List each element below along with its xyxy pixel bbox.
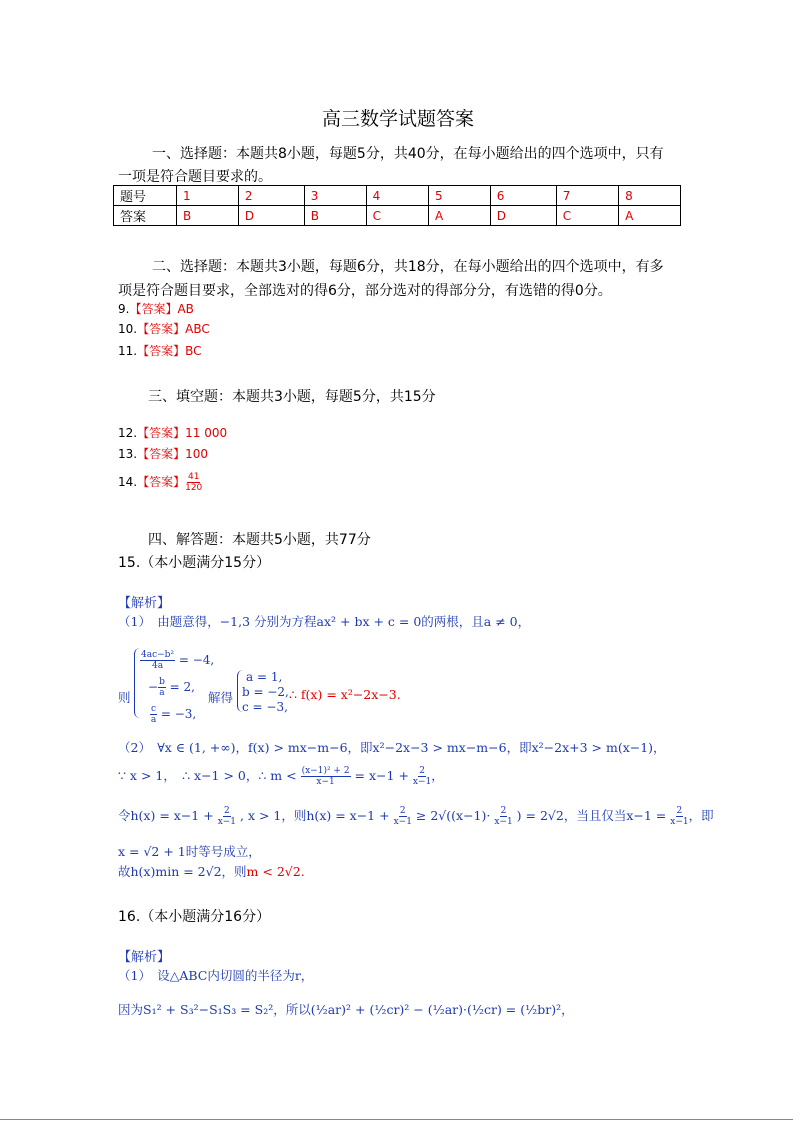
table-cell: 4 xyxy=(366,186,428,206)
list-item xyxy=(118,320,210,337)
page-bottom-divider xyxy=(0,1119,793,1120)
answer-tag: 【答案】 xyxy=(137,426,186,440)
fraction-numerator: b xyxy=(159,677,165,687)
equation-rhs: = −3, xyxy=(160,707,197,721)
answer-tag: 【答案】 xyxy=(137,344,186,358)
list-item xyxy=(118,300,194,317)
fraction-denominator: x−1 xyxy=(412,777,432,787)
fraction-denominator: x−1 xyxy=(217,817,237,827)
fraction-numerator: (x−1)² + 2 xyxy=(301,766,350,776)
section2-line2: 项是符合题目要求，全部选对的得6分，部分选对的得部分分，有选错的得0分。 xyxy=(118,283,612,299)
answer-table xyxy=(113,185,681,226)
fraction-denominator: a xyxy=(150,715,157,725)
table-cell: 7 xyxy=(556,186,618,206)
q15-line6 xyxy=(118,862,305,880)
fraction-denominator: x−1 xyxy=(670,817,689,827)
fraction-denominator: x−1 xyxy=(494,817,513,827)
table-row xyxy=(114,206,681,226)
table-cell: C xyxy=(556,206,618,226)
q15-jiede: 解得 xyxy=(208,690,234,705)
section2-line1: 二、选择题：本题共3小题，每题6分，共18分，在每小题给出的四个选项中，有多 xyxy=(152,259,664,275)
answer-tag: 【答案】 xyxy=(137,475,186,489)
fraction xyxy=(150,704,157,725)
q15-system-row: − $\frac{b}{a}$ = 2, xyxy=(148,677,195,698)
question-number: 14. xyxy=(118,475,138,489)
table-cell: 8 xyxy=(619,186,681,206)
q15-ze: 则 xyxy=(118,690,131,705)
fraction xyxy=(218,806,236,827)
q15-analysis-label: 【解析】 xyxy=(118,596,171,611)
table-row2-label: 答案 xyxy=(114,206,177,226)
equation-rhs: = −4, xyxy=(178,653,215,667)
q15-part1-line: （1） 由题意得，−1,3 分别为方程ax² + bx + c = 0的两根，且a ≠ 0， xyxy=(118,614,531,629)
fraction xyxy=(413,766,431,787)
fraction xyxy=(301,766,351,787)
q15-solution-a: a = 1, xyxy=(246,670,283,684)
question-number: 10. xyxy=(118,322,138,336)
q15-part2-line: （2） ∀x ∈ (1, +∞)，f(x) > mx−m−6，即x²−2x−3 > mx−m−6，即x²−2x+3 > m(x−1)， xyxy=(118,740,666,755)
table-cell: 3 xyxy=(304,186,366,206)
q15-system-row xyxy=(140,650,214,671)
q15-solution-b: b = −2, xyxy=(242,685,289,699)
section1-line1: 一、选择题：本题共8小题，每题5分，共40分，在每小题给出的四个选项中，只有 xyxy=(152,146,664,162)
q16-line2: 因为S₁² + S₃²−S₁S₃ = S₂²，所以(½ar)² + (½cr)² − (½ar)·(½cr) = (½br)²， xyxy=(118,1002,574,1017)
answer-tag: 【答案】 xyxy=(129,302,178,316)
text: ≥ 2√((x−1)· xyxy=(415,808,491,823)
answer-value: 11 000 xyxy=(185,426,228,440)
answer-value: ABC xyxy=(185,322,210,336)
q15-line3 xyxy=(118,766,444,787)
fraction-numerator: 2 xyxy=(500,806,507,816)
text: ∵ x > 1， ∴ x−1 > 0，∴ m < xyxy=(118,768,297,783)
text: 令h(x) = x−1 + xyxy=(118,808,214,823)
fraction-numerator: 2 xyxy=(399,806,406,816)
list-item xyxy=(118,424,227,441)
question-number: 9. xyxy=(118,302,130,316)
table-cell: 6 xyxy=(490,186,556,206)
table-cell: A xyxy=(429,206,491,226)
table-cell: B xyxy=(304,206,366,226)
q15-line5: x = √2 + 1时等号成立， xyxy=(118,844,261,859)
answer-fraction xyxy=(185,472,202,493)
text: ， xyxy=(431,768,444,783)
answer-value: AB xyxy=(177,302,194,316)
fraction xyxy=(494,806,512,827)
text: ，即 xyxy=(688,808,714,823)
fraction-denominator: 120 xyxy=(185,483,203,493)
page-title: 高三数学试题答案 xyxy=(322,108,475,130)
answer-value: BC xyxy=(185,344,202,358)
table-row1-label: 题号 xyxy=(114,186,177,206)
q16-analysis-label: 【解析】 xyxy=(118,950,171,965)
table-cell: 5 xyxy=(429,186,491,206)
text: = x−1 + xyxy=(354,768,409,783)
question-number: 11. xyxy=(118,344,138,358)
fraction xyxy=(394,806,412,827)
table-cell: A xyxy=(619,206,681,226)
fraction-numerator: c xyxy=(151,704,157,714)
fraction-numerator: 4ac−b² xyxy=(141,650,175,660)
table-row xyxy=(114,186,681,206)
answer-value: 100 xyxy=(185,447,209,461)
text: 故h(x)min = 2√2，则 xyxy=(118,864,247,879)
list-item xyxy=(118,445,208,462)
equation-rhs: = 2, xyxy=(169,680,195,694)
fraction xyxy=(670,806,688,827)
q15-line4 xyxy=(118,806,714,827)
question-number: 13. xyxy=(118,447,138,461)
table-cell: D xyxy=(490,206,556,226)
q15-system-row xyxy=(150,704,196,725)
answer-tag: 【答案】 xyxy=(137,447,186,461)
fraction-numerator: 2 xyxy=(676,806,683,816)
table-cell: B xyxy=(177,206,239,226)
list-item xyxy=(118,472,202,493)
section3-heading: 三、填空题：本题共3小题，每题5分，共15分 xyxy=(148,389,436,405)
list-item xyxy=(118,342,202,359)
q15-solution-c: c = −3, xyxy=(242,700,288,714)
fraction-denominator: x−1 xyxy=(316,777,335,787)
section1-line2: 一项是符合题目要求的。 xyxy=(118,169,272,185)
fraction-denominator: x−1 xyxy=(393,817,412,827)
q16-part1-line: （1） 设△ABC内切圆的半径为r， xyxy=(118,968,314,983)
fraction-denominator: 4a xyxy=(151,661,164,671)
table-cell: 1 xyxy=(177,186,239,206)
q15-fx-result: ∴ f(x) = x²−2x−3. xyxy=(289,687,401,702)
fraction-denominator: a xyxy=(159,688,165,698)
q16-heading: 16.（本小题满分16分） xyxy=(118,909,271,925)
table-cell: C xyxy=(366,206,428,226)
fraction-numerator: 41 xyxy=(187,472,200,482)
fraction-numerator: 2 xyxy=(419,766,425,776)
text: , x > 1，则h(x) = x−1 + xyxy=(240,808,390,823)
fraction-numerator: 2 xyxy=(223,806,230,816)
section4-heading: 四、解答题：本题共5小题，共77分 xyxy=(148,532,371,548)
question-number: 12. xyxy=(118,426,138,440)
answer-tag: 【答案】 xyxy=(137,322,186,336)
table-cell: D xyxy=(238,206,304,226)
fraction xyxy=(140,650,175,671)
table-cell: 2 xyxy=(238,186,304,206)
q15-final-result: m < 2√2. xyxy=(246,864,305,879)
q15-heading: 15.（本小题满分15分） xyxy=(118,555,271,571)
text: ) = 2√2，当且仅当x−1 = xyxy=(516,808,667,823)
fraction xyxy=(158,677,166,698)
